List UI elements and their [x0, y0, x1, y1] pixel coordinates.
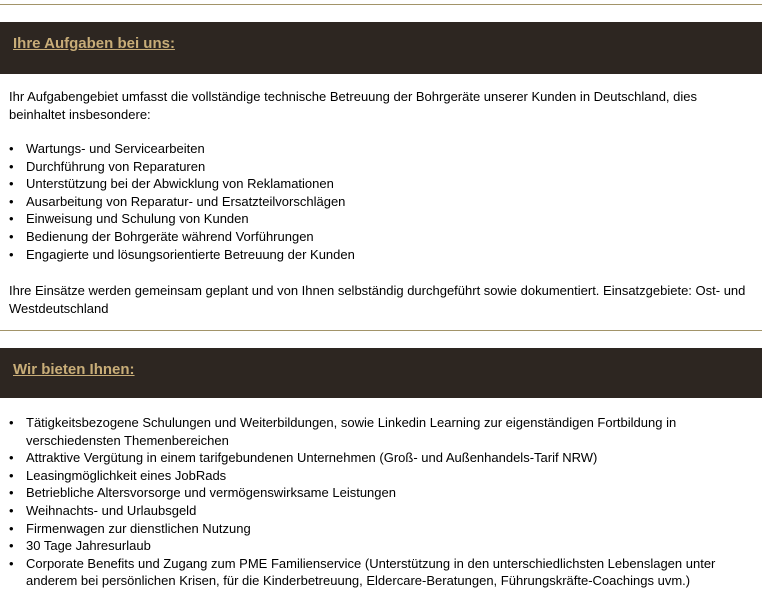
list-item: • Durchführung von Reparaturen [0, 158, 754, 176]
aufgaben-list [0, 140, 754, 263]
list-item: • Corporate Benefits und Zugang zum PME Familienservice (Unterstützung in den unterschiedlichsten Lebenslagen unter anderem bei persönlichen Krisen, für die Kinderbetreuung, Eldercare-Beratungen, Führungskräfte-Coachings uvm.) [0, 555, 754, 590]
list-item: • Einweisung und Schulung von Kunden [0, 210, 754, 228]
list-item: • Firmenwagen zur dienstlichen Nutzung [0, 520, 754, 538]
list-item: • Tätigkeitsbezogene Schulungen und Weiterbildungen, sowie Linkedin Learning zur eigenständigen Fortbildung in verschiedensten Themenbereichen [0, 414, 754, 449]
list-item: • Ausarbeitung von Reparatur- und Ersatzteilvorschlägen [0, 193, 754, 211]
list-item: • Bedienung der Bohrgeräte während Vorführungen [0, 228, 754, 246]
section-divider [0, 330, 762, 331]
aufgaben-closing: Ihre Einsätze werden gemeinsam geplant und von Ihnen selbständig durchgeführt sowie dokumentiert. Einsatzgebiete: Ost- und Westdeutschland [9, 283, 746, 316]
list-item: • Leasingmöglichkeit eines JobRads [0, 467, 754, 485]
list-item: • Wartungs- und Servicearbeiten [0, 140, 754, 158]
list-item: • Attraktive Vergütung in einem tarifgebundenen Unternehmen (Groß- und Außenhandels-Tarif NRW) [0, 449, 754, 467]
aufgaben-heading: Ihre Aufgaben bei uns: [13, 35, 175, 52]
bieten-list [0, 414, 754, 590]
bieten-header-band [0, 348, 762, 398]
list-item: • Betriebliche Altersvorsorge und vermögenswirksame Leistungen [0, 484, 754, 502]
top-divider [0, 4, 762, 5]
aufgaben-header-band [0, 22, 762, 74]
bieten-heading: Wir bieten Ihnen: [13, 361, 135, 378]
list-item: • Weihnachts- und Urlaubsgeld [0, 502, 754, 520]
list-item: • 30 Tage Jahresurlaub [0, 537, 754, 555]
list-item: • Engagierte und lösungsorientierte Betreuung der Kunden [0, 246, 754, 264]
aufgaben-intro: Ihr Aufgabengebiet umfasst die vollständige technische Betreuung der Bohrgeräte unserer Kunden in Deutschland, dies beinhaltet insbesondere: [9, 89, 698, 122]
list-item: • Unterstützung bei der Abwicklung von Reklamationen [0, 175, 754, 193]
